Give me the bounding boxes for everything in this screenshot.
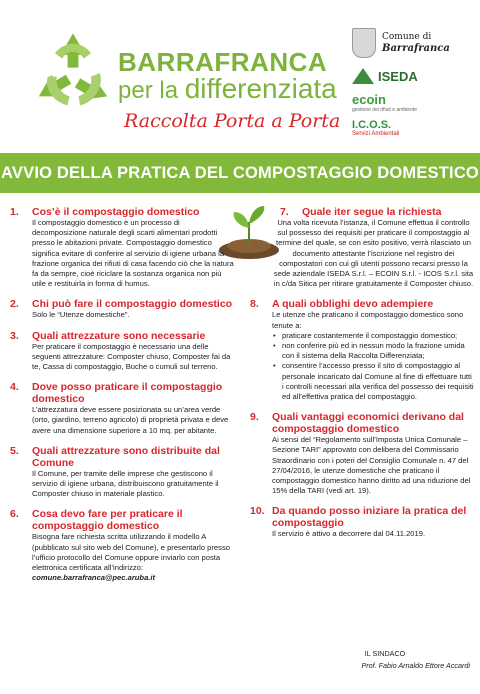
section-number: 4. <box>10 381 19 394</box>
comune-logo <box>352 28 472 58</box>
brand-subtitle <box>118 73 348 104</box>
section-body: Le utenze che praticano il compostaggio domestico sono tenute a: <box>272 310 464 330</box>
section-heading: Dove posso praticare il compostaggio domestico <box>32 381 223 406</box>
signature-title: IL SINDACO <box>364 649 406 658</box>
section-heading: Quali attrezzature sono necessarie <box>32 329 206 342</box>
section-number: 9. <box>250 411 259 424</box>
icos-logo <box>352 119 472 137</box>
section-body: Ai sensi del “Regolamento sull’Imposta Unica Comunale – Sezione TARI” approvato con delibera del Commissario Straordinario con i poteri del Consiglio Comunale n. 47 del 27/04/2016, le utenze domestiche che praticano il compostaggio domestico hanno diritto ad una riduzione del 15% della TARI (vedi art. 19). <box>272 435 471 496</box>
section-heading: Quali vantaggi economici derivano dal compostaggio domestico <box>272 411 464 436</box>
brand-title: BARRAFRANCA <box>118 47 328 77</box>
iseda-logo <box>352 68 472 84</box>
section-2 <box>10 298 235 320</box>
section-3 <box>10 330 235 373</box>
section-body: Solo le “Utenze domestiche”. <box>32 310 130 320</box>
section-heading: Da quando posso iniziare la pratica del compostaggio <box>272 505 467 530</box>
brand-subtitle-big: differenziata <box>184 73 337 104</box>
crest-icon <box>352 28 376 58</box>
header <box>0 0 480 150</box>
section-number: 8. <box>250 298 259 311</box>
banner-title: AVVIO DELLA PRATICA DEL COMPOSTAGGIO DOMESTICO <box>0 153 480 193</box>
comune-line1: Comune di <box>382 31 432 42</box>
left-column <box>10 206 235 592</box>
section-body: Bisogna fare richiesta scritta utilizzando il modello A (pubblicato sul sito web del Comune), e presentarlo presso l’ufficio protocollo del Comune oppure inviarlo con posta elettronica certificata all’indirizzo: <box>32 532 230 573</box>
section-8 <box>250 298 475 402</box>
section-heading: Cosa devo fare per praticare il compostaggio domestico <box>32 508 183 533</box>
ecoin-logo <box>352 92 472 113</box>
bullet-item: • praticare costantemente il compostaggio domestico; <box>272 331 475 341</box>
section-heading: Chi può fare il compostaggio domestico <box>32 298 233 311</box>
section-heading: Quali attrezzature sono distribuite dal Comune <box>32 444 220 469</box>
section-body: Per praticare il compostaggio è necessario una delle seguenti attrezzature: Composter chiuso, Composter fai da te, Cassa di compostaggio, Buche o cumuli sul terreno. <box>32 341 231 372</box>
brand-subtitle-small: per la <box>118 77 179 104</box>
ecoin-sub: gestione dei rifiuti e ambiente <box>352 107 418 113</box>
signature-name: Prof. Fabio Arnaldo Ettore Accardi <box>361 661 470 670</box>
section-number: 3. <box>10 329 19 342</box>
section-body: Il Comune, per tramite delle imprese che gestiscono il servizio di igiene urbana, distribuiscono gratuitamente il Composter chiuso in materiale plastico. <box>32 468 219 499</box>
iseda-text: ISEDA <box>378 68 418 84</box>
section-7 <box>250 206 475 289</box>
section-4 <box>10 381 235 436</box>
section-1 <box>10 206 235 289</box>
section-heading: Quale iter segue la richiesta <box>302 206 442 218</box>
section-number: 2. <box>10 298 19 311</box>
section-number: 7. <box>280 206 289 218</box>
tagline: Raccolta Porta a Porta <box>124 110 341 132</box>
section-6 <box>10 508 235 583</box>
section-number: 6. <box>10 508 19 521</box>
section-5 <box>10 445 235 500</box>
recycle-icon <box>28 28 118 118</box>
comune-line2: Barrafranca <box>382 42 450 54</box>
right-column <box>250 206 475 549</box>
iseda-mark-icon <box>352 68 374 84</box>
signature-block <box>300 648 470 672</box>
title-block <box>118 48 348 132</box>
section-number: 1. <box>10 206 19 218</box>
section-number: 5. <box>10 444 19 457</box>
section-number: 10. <box>250 505 265 518</box>
section-body: Il compostaggio domestico è un processo di decomposizione naturale degli scarti alimentari prodotti presso le abitazioni private. Compostaggio domestico significa evitare di conferire al servizio di igiene urbana la frazione organica dei rifiuti di casa facendo ciò che la natura fa da sempre, cioè riciclare la sostanza organica non più utile e restituirla in forma di humus. <box>32 218 234 289</box>
pec-email-link[interactable]: comune.barrafranca@pec.aruba.it <box>32 573 156 583</box>
section-9 <box>250 411 475 496</box>
section-10 <box>250 505 475 539</box>
section-heading: A quali obblighi devo adempiere <box>272 298 434 311</box>
section-body: Una volta ricevuta l’istanza, il Comune effettua il controllo sul possesso dei requisiti per praticare il compostaggio al termine del quale, se con esito positivo, verrà rilasciato un documento attestante l’iscrizione nel registro dei compostatori con cui gli utenti possono recarsi presso la sede aziendale ISEDA S.r.l. – ECOIN S.r.l. - ICOS S.r.l. sita in c/da Sitica per ritirare gratuitamente il Composter chiuso. <box>273 218 474 289</box>
section-body: L’attrezzatura deve essere posizionata su un’area verde (orto, giardino, terreno agricolo) di proprietà privata e deve avere una dimensione superiore a 10 mq. per abitante. <box>32 405 229 435</box>
icos-sub: Servizi Ambientali <box>352 131 400 137</box>
section-body: Il servizio è attivo a decorrere dal 04.11.2019. <box>272 529 426 539</box>
partner-logos <box>352 28 472 137</box>
icos-text: I.C.O.S. <box>352 119 392 131</box>
bullet-item: • non conferire più ed in nessun modo la frazione umida con il sistema della Raccolta Differenziata; <box>272 341 475 361</box>
section-heading: Cos’è il compostaggio domestico <box>32 206 200 218</box>
bullet-item: • consentire l’accesso presso il sito di compostaggio al personale incaricato dal Comune al fine di effettuare tutti i controlli necessari alla verifica del possesso dei requisiti ed all’effettiva pratica del compostaggio. <box>272 361 475 402</box>
ecoin-text: ecoin <box>352 92 386 107</box>
